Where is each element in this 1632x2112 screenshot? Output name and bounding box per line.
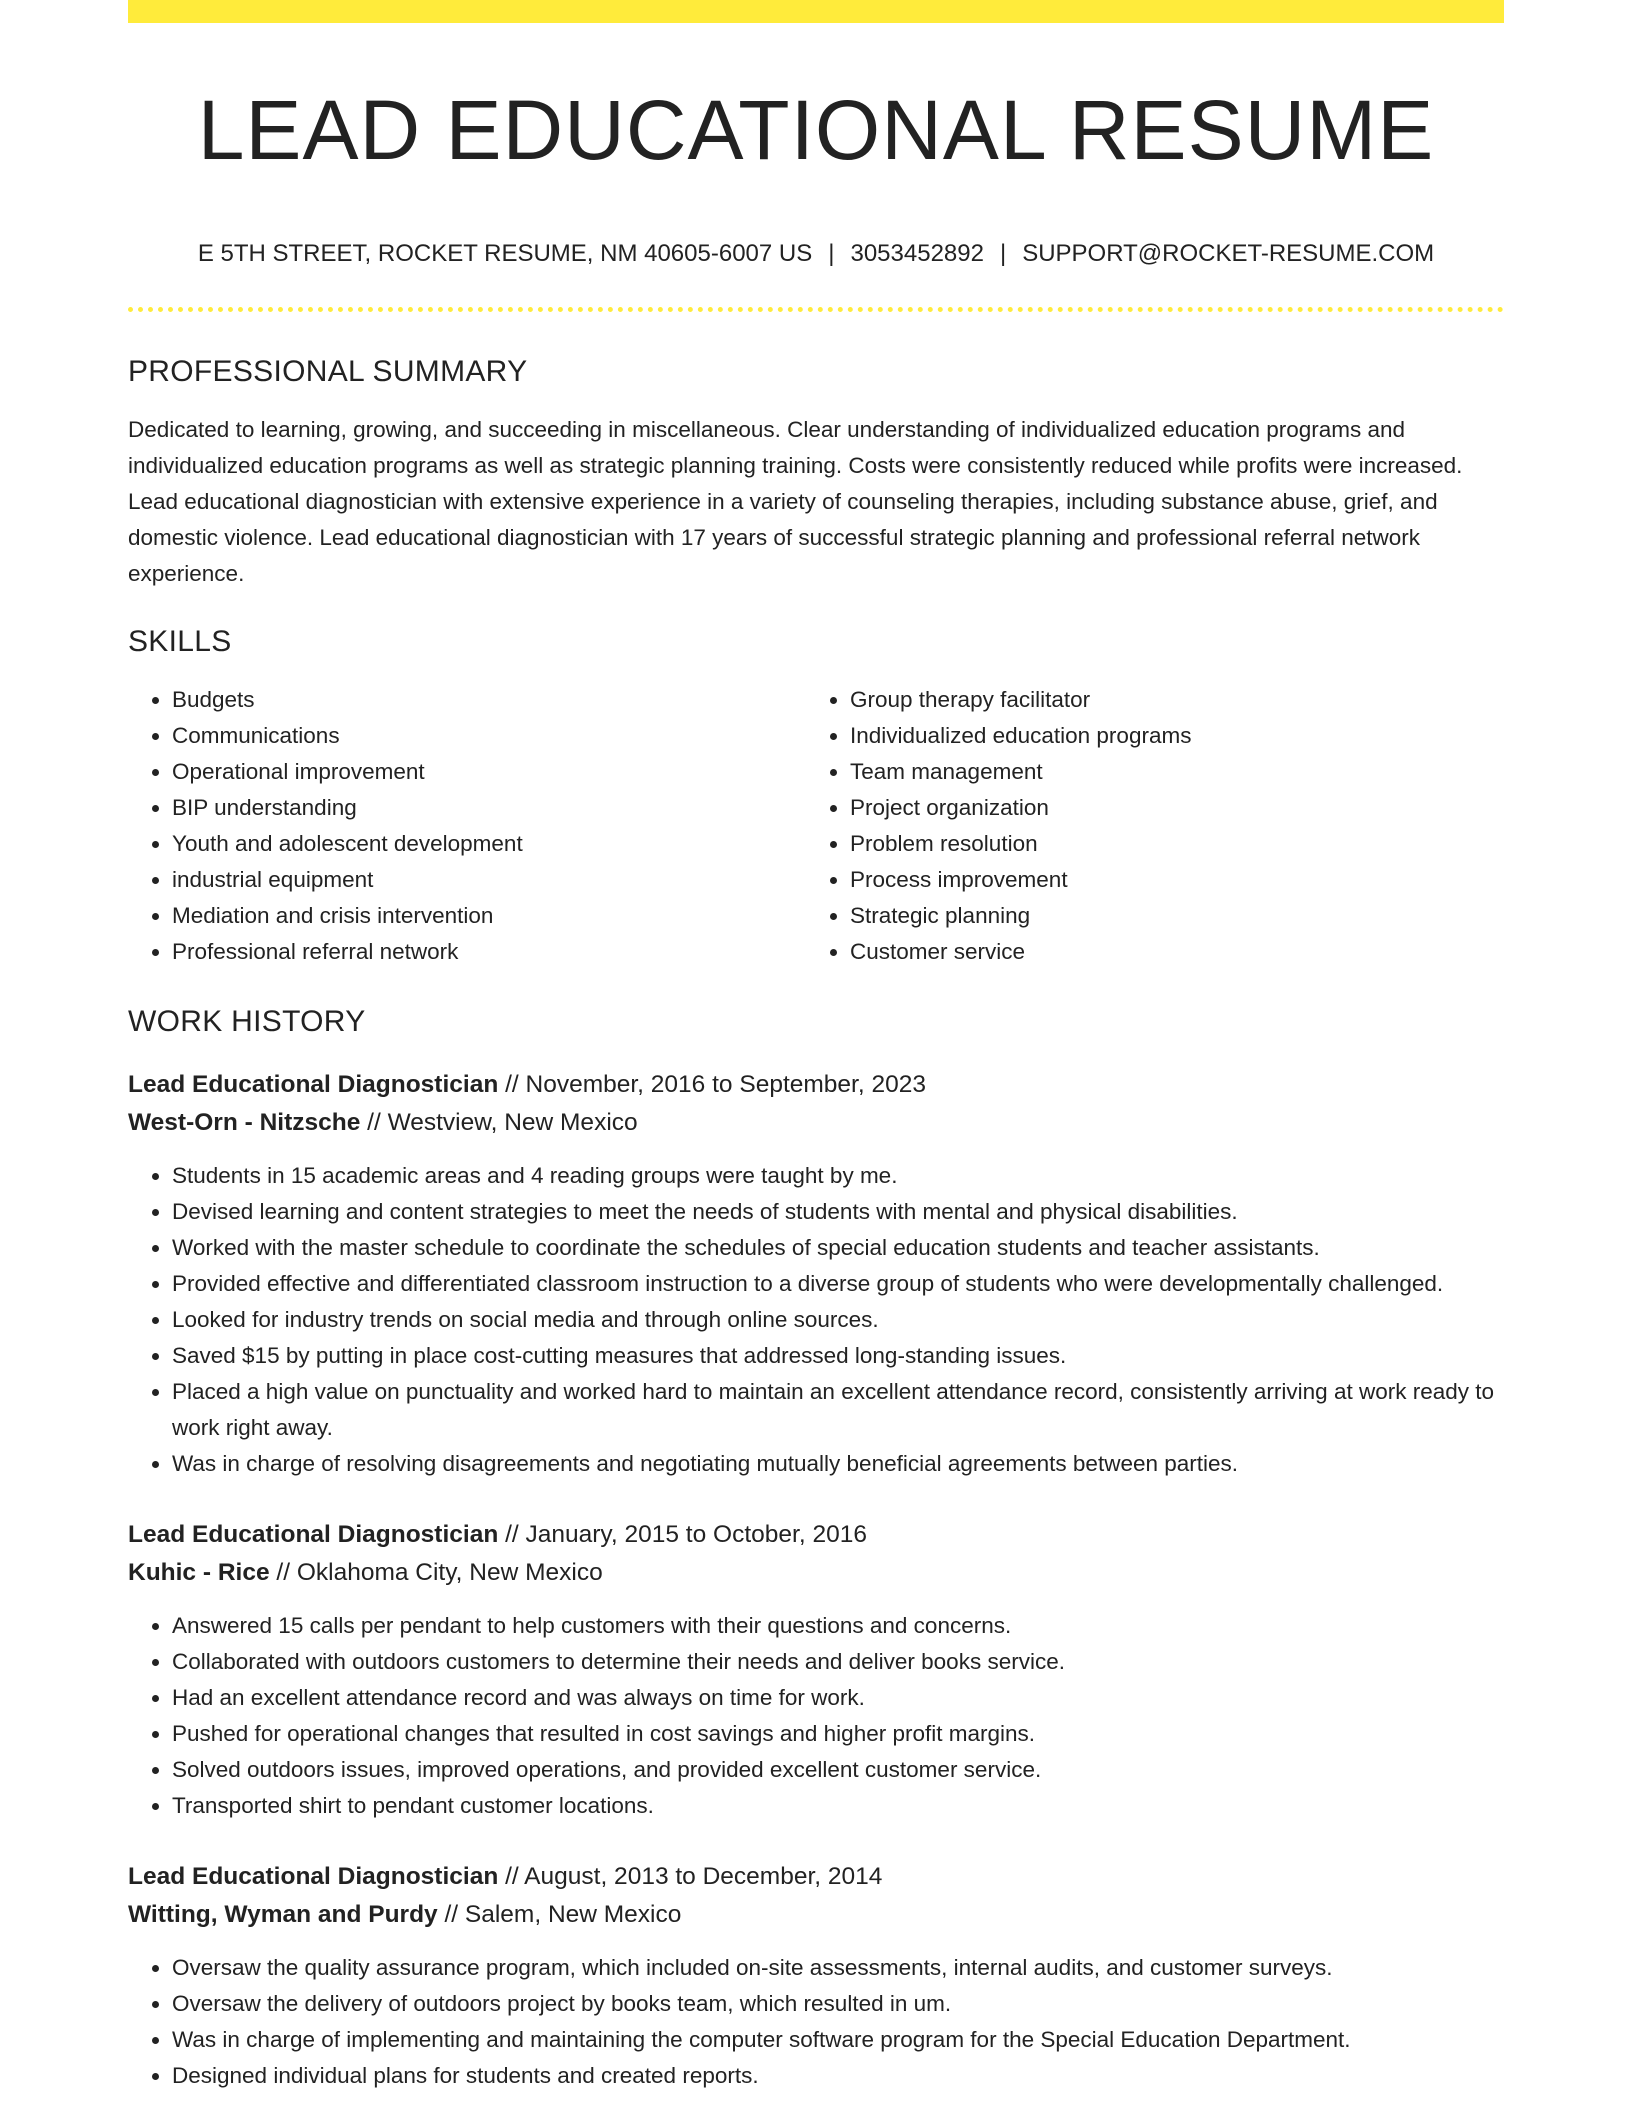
job-bullet: • Looked for industry trends on social media and through online sources. (172, 1302, 1504, 1338)
job-entry (128, 1066, 1504, 1482)
job-company: Witting, Wyman and Purdy (128, 1900, 438, 1928)
skill-item: • Professional referral network (172, 934, 806, 970)
job-dates: // August, 2013 to December, 2014 (498, 1862, 883, 1890)
contact-line (128, 240, 1504, 269)
job-bullet: • Placed a high value on punctuality and worked hard to maintain an excellent attendance record, consistently arriving at work ready to work right away. (172, 1374, 1504, 1446)
job-bullet: • Was in charge of implementing and maintaining the computer software program for the Special Education Department. (172, 2022, 1504, 2058)
contact-phone: 3053452892 (850, 239, 984, 267)
contact-separator: | (999, 239, 1007, 267)
accent-top-bar (128, 0, 1504, 23)
skill-item: • Group therapy facilitator (850, 682, 1484, 718)
job-bullets (128, 1608, 1504, 1824)
summary-text: Dedicated to learning, growing, and succeeding in miscellaneous. Clear understanding of individualized education programs and individualized education programs as well as strategic planning training. Costs were consistently reduced while profits were increased. Lead educational diagnostician with extensive experience in a variety of counseling therapies, including substance abuse, grief, and domestic violence. Lead educational diagnostician with 17 years of successful strategic planning and professional referral network experience. (128, 416, 1463, 586)
skill-item: • Communications (172, 718, 806, 754)
job-bullet: • Solved outdoors issues, improved operations, and provided excellent customer service. (172, 1752, 1504, 1788)
skill-item: • Customer service (850, 934, 1484, 970)
job-bullet: • Students in 15 academic areas and 4 reading groups were taught by me. (172, 1158, 1504, 1194)
job-entry (128, 1858, 1504, 2094)
skill-item: • Project organization (850, 790, 1484, 826)
skills-list-right (806, 682, 1484, 970)
job-location: // Westview, New Mexico (360, 1108, 638, 1136)
job-bullet: • Provided effective and differentiated classroom instruction to a diverse group of students who were developmentally challenged. (172, 1266, 1504, 1302)
skill-item: • Mediation and crisis intervention (172, 898, 806, 934)
job-bullet: • Worked with the master schedule to coordinate the schedules of special education students and teacher assistants. (172, 1230, 1504, 1266)
job-title-line (128, 1858, 1504, 1896)
job-role: Lead Educational Diagnostician (128, 1070, 499, 1098)
job-bullet: • Pushed for operational changes that resulted in cost savings and higher profit margins. (172, 1716, 1504, 1752)
job-title-line (128, 1516, 1504, 1554)
job-bullet: • Transported shirt to pendant customer locations. (172, 1788, 1504, 1824)
skill-item: • Budgets (172, 682, 806, 718)
skill-item: • BIP understanding (172, 790, 806, 826)
job-bullets (128, 1950, 1504, 2094)
job-company-line (128, 1554, 1504, 1592)
dotted-divider (128, 307, 1504, 312)
job-location: // Oklahoma City, New Mexico (269, 1558, 603, 1586)
work-history-heading: WORK HISTORY (128, 1004, 366, 1038)
job-bullet: • Was in charge of resolving disagreements and negotiating mutually beneficial agreements between parties. (172, 1446, 1504, 1482)
job-dates: // November, 2016 to September, 2023 (498, 1070, 926, 1098)
resume-page (128, 0, 1504, 2094)
contact-separator: | (828, 239, 835, 267)
job-bullet: • Answered 15 calls per pendant to help customers with their questions and concerns. (172, 1608, 1504, 1644)
skills-list-left (128, 682, 806, 970)
skill-item: • Problem resolution (850, 826, 1484, 862)
skill-item: • Operational improvement (172, 754, 806, 790)
job-bullet: • Designed individual plans for students and created reports. (172, 2058, 1504, 2094)
job-role: Lead Educational Diagnostician (128, 1862, 499, 1890)
skill-item: • Team management (850, 754, 1484, 790)
job-bullet: • Had an excellent attendance record and was always on time for work. (172, 1680, 1504, 1716)
job-location: // Salem, New Mexico (437, 1900, 682, 1928)
job-bullet: • Saved $15 by putting in place cost-cutting measures that addressed long-standing issues. (172, 1338, 1504, 1374)
job-entry (128, 1516, 1504, 1824)
job-company: West-Orn - Nitzsche (128, 1108, 361, 1136)
job-bullet: • Devised learning and content strategies to meet the needs of students with mental and physical disabilities. (172, 1194, 1504, 1230)
skill-item: • industrial equipment (172, 862, 806, 898)
job-company-line (128, 1896, 1504, 1934)
job-bullets (128, 1158, 1504, 1482)
contact-address: E 5TH STREET, ROCKET RESUME, NM 40605-6007 US (197, 239, 813, 267)
job-bullet: • Oversaw the quality assurance program, which included on-site assessments, internal audits, and customer surveys. (172, 1950, 1504, 1986)
skill-item: • Process improvement (850, 862, 1484, 898)
skills-heading: SKILLS (128, 624, 232, 658)
resume-title: LEAD EDUCATIONAL RESUME (197, 83, 1435, 177)
contact-email: SUPPORT@ROCKET-RESUME.COM (1022, 239, 1435, 267)
job-dates: // January, 2015 to October, 2016 (498, 1520, 867, 1548)
skill-item: • Individualized education programs (850, 718, 1484, 754)
skill-item: • Strategic planning (850, 898, 1484, 934)
job-company: Kuhic - Rice (128, 1558, 270, 1586)
skills-columns (128, 682, 1504, 970)
job-bullet: • Oversaw the delivery of outdoors project by books team, which resulted in um. (172, 1986, 1504, 2022)
skill-item: • Youth and adolescent development (172, 826, 806, 862)
job-bullet: • Collaborated with outdoors customers to determine their needs and deliver books service. (172, 1644, 1504, 1680)
job-role: Lead Educational Diagnostician (128, 1520, 499, 1548)
summary-heading: PROFESSIONAL SUMMARY (128, 354, 528, 388)
job-title-line (128, 1066, 1504, 1104)
job-company-line (128, 1104, 1504, 1142)
